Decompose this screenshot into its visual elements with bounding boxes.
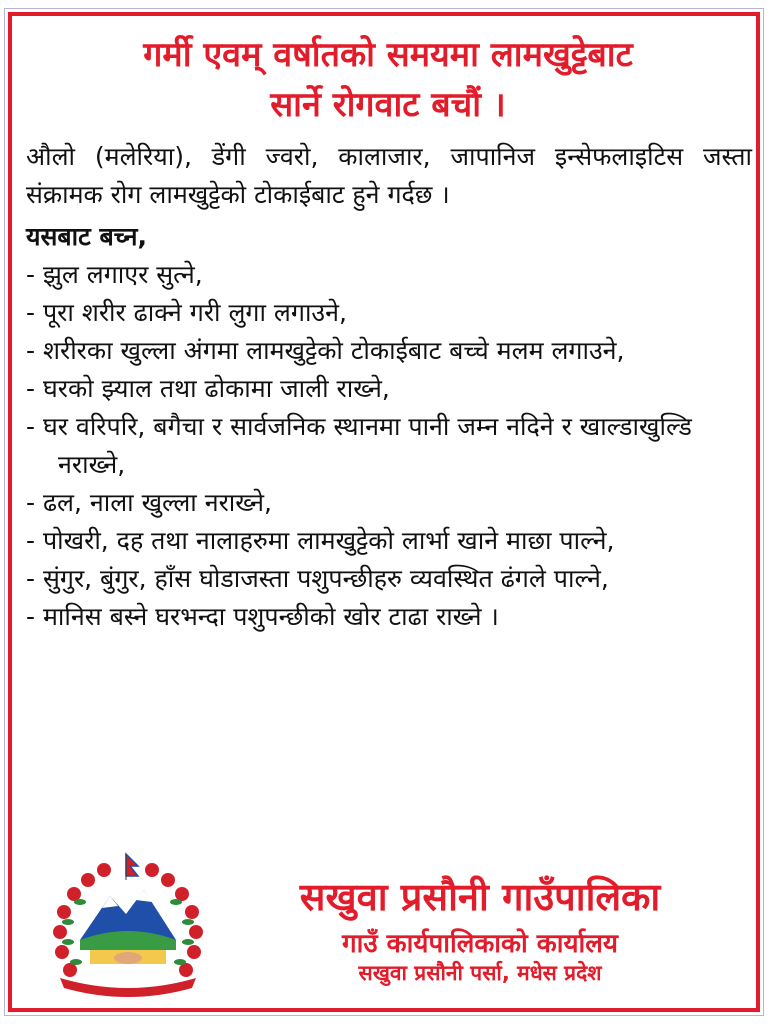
title-line-1: गर्मी एवम् वर्षातको समयमा लामखुट्टेबाट (143, 35, 633, 75)
org-office: गाउँ कार्यपालिकाको कार्यालय (342, 929, 618, 959)
intro-paragraph: औलो (मलेरिया), डेंगी ज्वरो, कालाजार, जापानिज इन्सेफलाइटिस जस्ता संक्रामक रोग लामखुट्टेको टोकाईबाट हुने गर्दछ । (26, 142, 752, 209)
prevention-heading: यसबाट बच्न, (26, 222, 148, 251)
notice-title (20, 30, 756, 130)
org-address: सखुवा प्रसौनी पर्सा, मधेस प्रदेश (358, 961, 602, 985)
title-line-2: सार्ने रोगवाट बचौं । (270, 85, 506, 125)
org-name: सखुवा प्रसौनी गाउँपालिका (299, 875, 661, 919)
list-item: - घरको झ्याल तथा ढोकामा जाली राख्ने, (26, 374, 390, 403)
prevention-list (26, 256, 752, 636)
list-item: - पोखरी, दह तथा नालाहरुमा लामखुट्टेको लार्भा खाने माछा पाल्ने, (26, 526, 615, 555)
nepal-coat-of-arms-icon (40, 850, 216, 1000)
list-item: - मानिस बस्ने घरभन्दा पशुपन्छीको खोर टाढा राख्ने । (26, 602, 499, 631)
list-item: - ढल, नाला खुल्ला नराख्ने, (26, 488, 272, 517)
list-item: - घर वरिपरि, बगैचा र सार्वजनिक स्थानमा पानी जम्न नदिने र खाल्डाखुल्डि नराख्ने, (26, 412, 692, 479)
notice-body (26, 138, 752, 636)
list-item: - पूरा शरीर ढाक्ने गरी लुगा लगाउने, (26, 298, 347, 327)
list-item: - झुल लगाएर सुत्ने, (26, 260, 203, 289)
list-item: - सुंगुर, बुंगुर, हाँस घोडाजस्ता पशुपन्छीहरु व्यवस्थित ढंगले पाल्ने, (26, 564, 609, 593)
list-item: - शरीरका खुल्ला अंगमा लामखुट्टेको टोकाईबाट बच्चे मलम लगाउने, (26, 336, 625, 365)
